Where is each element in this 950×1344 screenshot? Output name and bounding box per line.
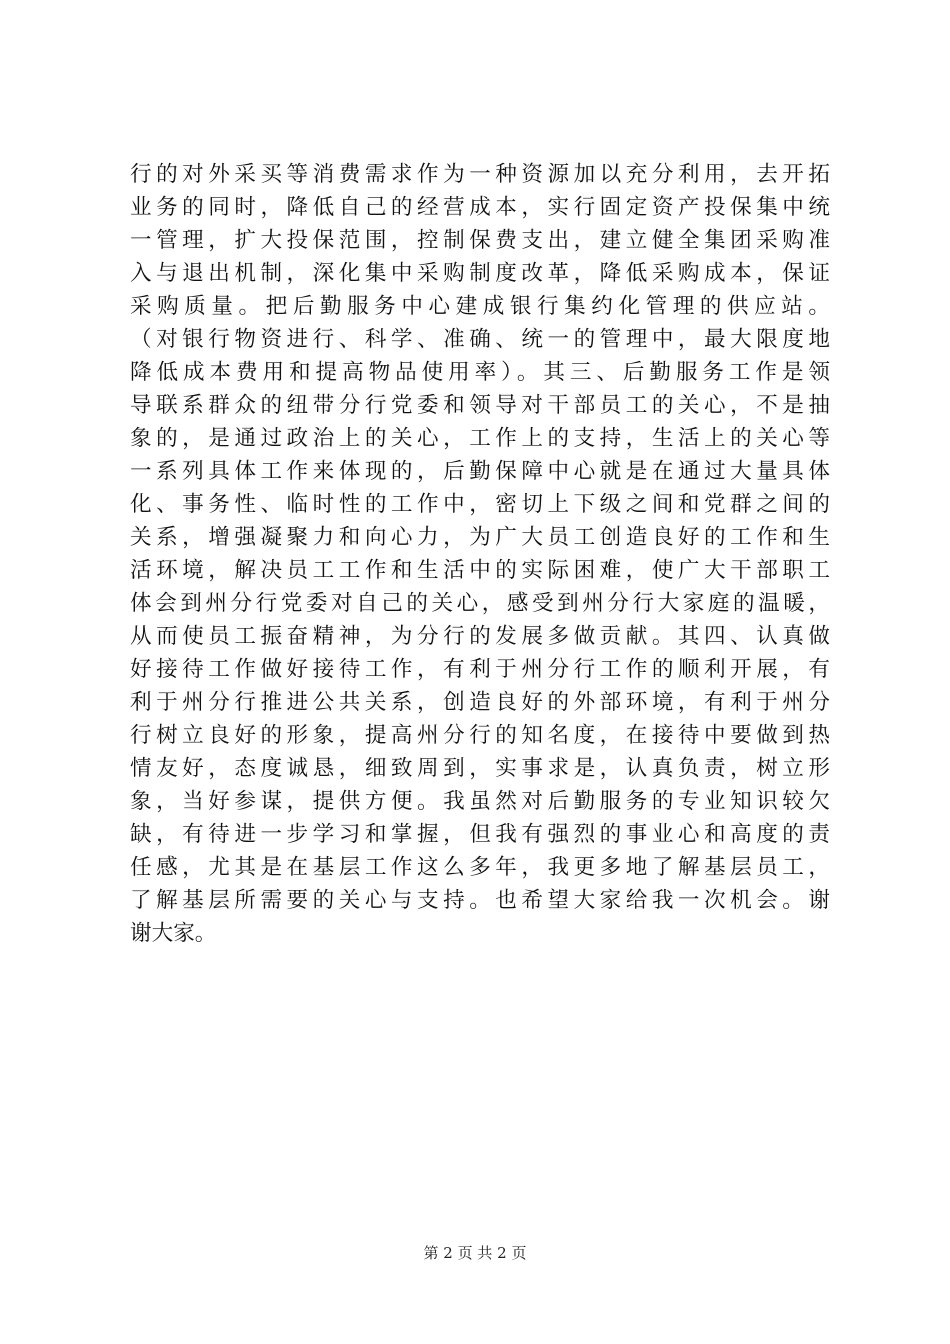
text-line: 行的对外采买等消费需求作为一种资源加以充分利用，去开拓: [130, 162, 830, 187]
text-line: 导联系群众的纽带分行党委和领导对干部员工的关心，不是抽: [130, 393, 830, 418]
text-line: 活环境，解决员工工作和生活中的实际困难，使广大干部职工: [130, 558, 830, 583]
text-line: 象的，是通过政治上的关心，工作上的支持，生活上的关心等: [130, 426, 830, 451]
text-line: 了解基层所需要的关心与支持。也希望大家给我一次机会。谢: [130, 888, 830, 913]
page-number-footer: 第 2 页 共 2 页: [423, 1244, 527, 1262]
text-line: 从而使员工振奋精神，为分行的发展多做贡献。其四、认真做: [130, 624, 830, 649]
text-line: 象，当好参谋，提供方便。我虽然对后勤服务的专业知识较欠: [130, 789, 830, 814]
text-line: 缺，有待进一步学习和掌握，但我有强烈的事业心和高度的责: [130, 822, 830, 847]
text-line: 降低成本费用和提高物品使用率）。其三、后勤服务工作是领: [130, 360, 830, 385]
text-line: （对银行物资进行、科学、准确、统一的管理中，最大限度地: [130, 327, 830, 352]
text-line: 业务的同时，降低自己的经营成本，实行固定资产投保集中统: [130, 195, 830, 220]
text-line: 任感，尤其是在基层工作这么多年，我更多地了解基层员工，: [130, 855, 830, 880]
text-line: 利于州分行推进公共关系，创造良好的外部环境，有利于州分: [130, 690, 830, 715]
text-line: 采购质量。把后勤服务中心建成银行集约化管理的供应站。: [130, 294, 830, 319]
text-line: 一系列具体工作来体现的，后勤保障中心就是在通过大量具体: [130, 459, 830, 484]
text-line: 化、事务性、临时性的工作中，密切上下级之间和党群之间的: [130, 492, 830, 517]
text-line: 关系，增强凝聚力和向心力，为广大员工创造良好的工作和生: [130, 525, 830, 550]
text-line: 一管理，扩大投保范围，控制保费支出，建立健全集团采购准: [130, 228, 830, 253]
text-line-last: 谢大家。: [130, 921, 217, 946]
text-line: 体会到州分行党委对自己的关心，感受到州分行大家庭的温暖，: [130, 591, 830, 616]
text-line: 入与退出机制，深化集中采购制度改革，降低采购成本，保证: [130, 261, 830, 286]
body-text: [130, 158, 830, 950]
text-line: 情友好，态度诚恳，细致周到，实事求是，认真负责，树立形: [130, 756, 830, 781]
text-line: 行树立良好的形象，提高州分行的知名度，在接待中要做到热: [130, 723, 830, 748]
text-line: 好接待工作做好接待工作，有利于州分行工作的顺利开展，有: [130, 657, 830, 682]
